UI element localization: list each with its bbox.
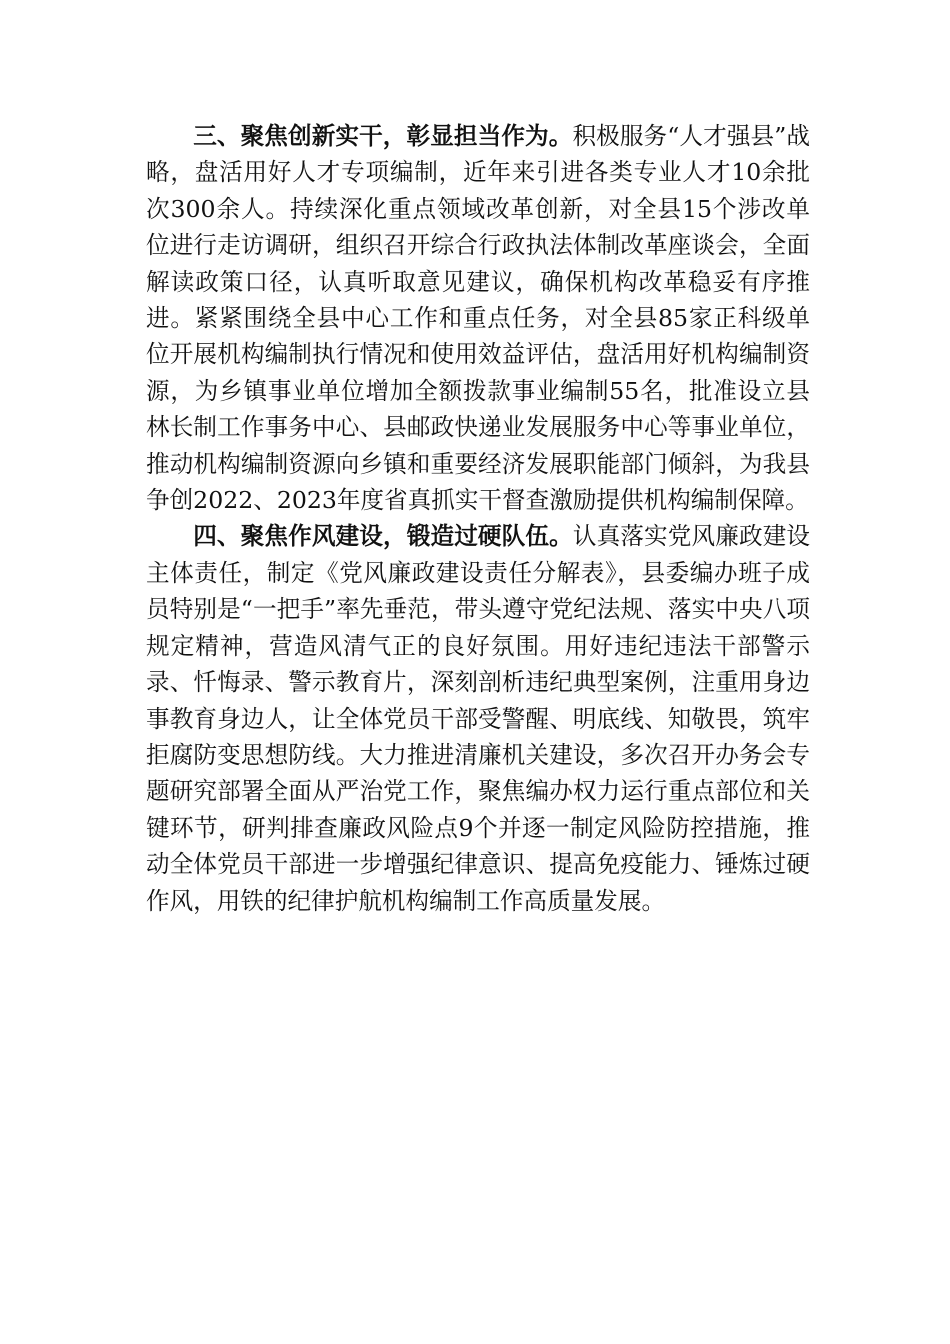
- section-four-body: 认真落实党风廉政建设主体责任，制定《党风廉政建设责任分解表》，县委编办班子成员特别是“一把手”率先垂范，带头遵守党纪法规、落实中央八项规定精神，营造风清气正的良好氛围。用好违纪违法干部警示录、忏悔录、警示教育片，深刻剖析违纪典型案例，注重用身边事教育身边人，让全体党员干部受警醒、明底线、知敬畏，筑牢拒腐防变思想防线。大力推进清廉机关建设，多次召开办务会专题研究部署全面从严治党工作，聚焦编办权力运行重点部位和关键环节，研判排查廉政风险点9个并逐一制定风险防控措施，推动全体党员干部进一步增强纪律意识、提高免疫能力、锤炼过硬作风，用铁的纪律护航机构编制工作高质量发展。: [146, 522, 811, 915]
- paragraph-section-three: [146, 118, 810, 518]
- section-three-heading: 三、聚焦创新实干，彰显担当作为。: [193, 122, 573, 150]
- document-body: [146, 118, 810, 919]
- paragraph-section-four: [146, 518, 810, 918]
- section-three-body: 积极服务“人才强县”战略，盘活用好人才专项编制，近年来引进各类专业人才10余批次300余人。持续深化重点领域改革创新，对全县15个涉改单位进行走访调研，组织召开综合行政执法体制改革座谈会，全面解读政策口径，认真听取意见建议，确保机构改革稳妥有序推进。紧紧围绕全县中心工作和重点任务，对全县85家正科级单位开展机构编制执行情况和使用效益评估，盘活用好机构编制资源，为乡镇事业单位增加全额拨款事业编制55名，批准设立县林长制工作事务中心、县邮政快递业发展服务中心等事业单位，推动机构编制资源向乡镇和重要经济发展职能部门倾斜，为我县争创2022、2023年度省真抓实干督查激励提供机构编制保障。: [146, 122, 810, 515]
- section-four-heading: 四、聚焦作风建设，锻造过硬队伍。: [193, 522, 573, 551]
